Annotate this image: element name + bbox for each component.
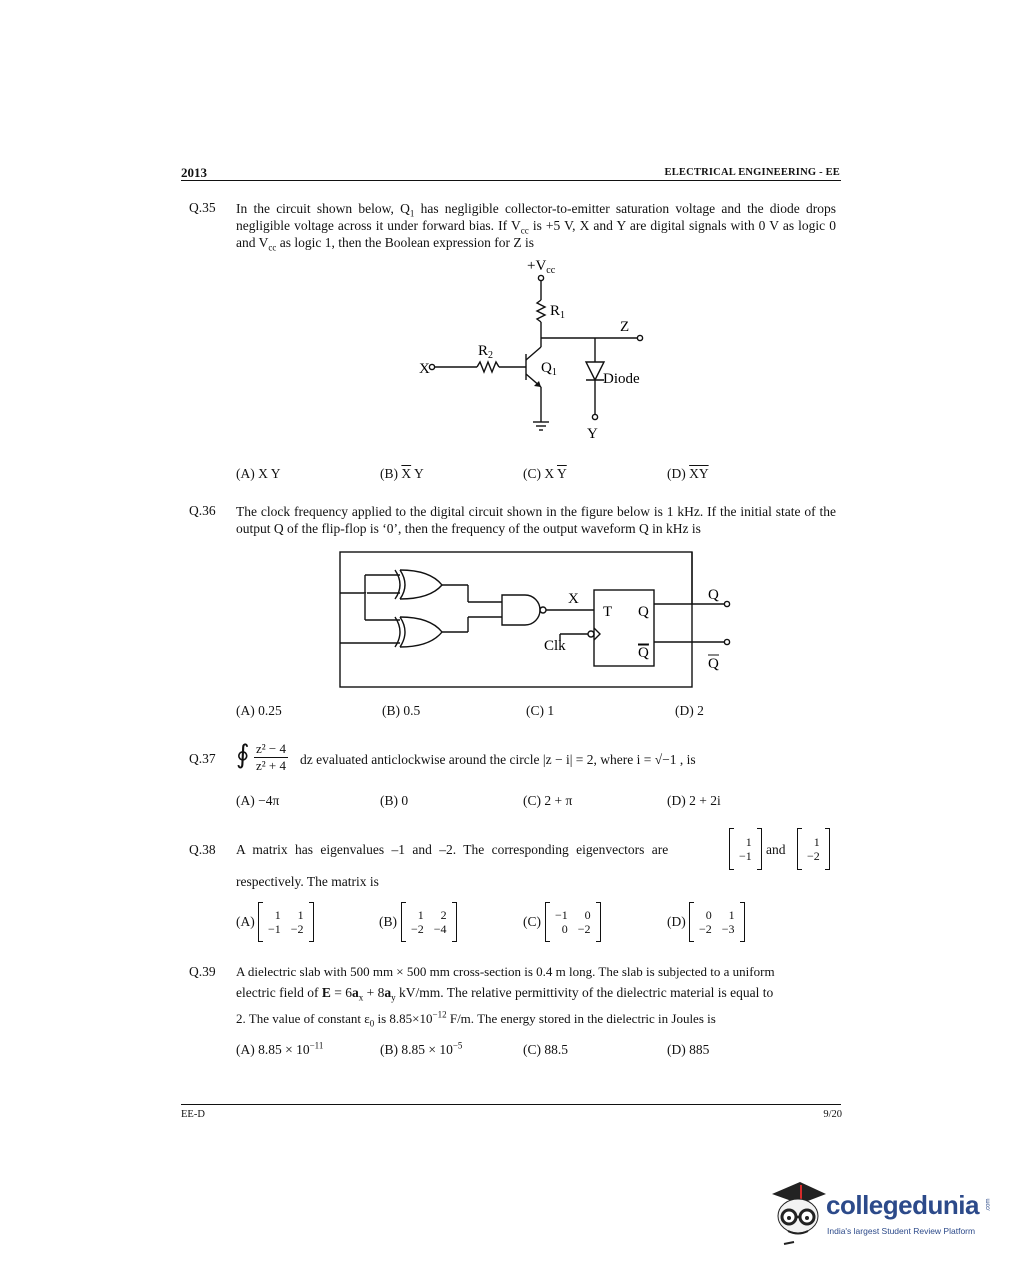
clk-label: Clk <box>544 638 566 654</box>
q35-option-d[interactable]: (D) $\overline{XY}$ <box>667 466 709 481</box>
q35-option-b[interactable]: (B) $\overline{X}$ Y <box>380 466 424 481</box>
r2-label: $R_2$ <box>478 343 494 361</box>
q37-option-a[interactable]: (A) −4π <box>236 793 280 808</box>
q37-option-b[interactable]: (B) 0 <box>380 793 409 808</box>
q1-label: $Q_1$ <box>541 360 557 378</box>
q37-option-d[interactable]: (D) 2 + 2i <box>667 793 721 808</box>
q38-option-b-matrix[interactable]: 1 2 −2 −4 <box>401 902 457 942</box>
q38-option-d-label[interactable]: (D) <box>667 914 686 929</box>
z-label: Z <box>620 319 630 335</box>
q38-option-d-matrix[interactable]: 0 1 −2 −3 <box>689 902 745 942</box>
year-label: 2013 <box>181 165 207 180</box>
q36-option-d[interactable]: (D) 2 <box>675 703 704 718</box>
q36-option-b[interactable]: (B) 0.5 <box>382 703 421 718</box>
q38-text-2: respectively. The matrix is <box>236 874 379 889</box>
footer-page-number: 9/20 <box>823 1109 842 1120</box>
q39-number: Q.39 <box>189 964 216 979</box>
eigenvector-1: 1 −1 <box>729 828 762 870</box>
q38-option-c-label[interactable]: (C) <box>523 914 541 929</box>
q37-numerator: z² − 4 <box>256 741 286 756</box>
diode-label: Diode <box>603 371 640 387</box>
q37-number: Q.37 <box>189 751 216 766</box>
q38-option-a-matrix[interactable]: 1 1 −1 −2 <box>258 902 314 942</box>
r1-label: $R_1$ <box>550 303 566 321</box>
qbar-output-label: Q <box>638 645 649 661</box>
q39-line-3: 2. The value of constant $\varepsilon_0$ is $8.85\times 10^{-12}$ F/m. The energy stored in the dielectric in Joules is <box>236 1009 716 1029</box>
q35-number: Q.35 <box>189 200 216 215</box>
footer-paper-code: EE-D <box>181 1109 205 1120</box>
q-output-label: Q <box>638 604 649 620</box>
q39-option-a[interactable]: (A) $8.85 \times 10^{-11}$ <box>236 1040 324 1057</box>
q39-line-2: electric field of $E = 6a_x + 8a_y$ kV/mm. The relative permittivity of the dielectric material is equal to <box>236 985 774 1003</box>
q38-option-a-label[interactable]: (A) <box>236 914 255 929</box>
q37-denominator: z² + 4 <box>256 758 286 773</box>
q35-option-a[interactable]: (A) X Y <box>236 466 281 481</box>
eigenvector-2: 1 −2 <box>797 828 830 870</box>
vcc-label: $+V_{cc}$ <box>527 258 556 276</box>
subject-title: ELECTRICAL ENGINEERING - EE <box>664 167 840 178</box>
mascot-icon <box>766 1176 828 1248</box>
q35-option-c[interactable]: (C) X $\overline{Y}$ <box>523 466 567 481</box>
out-q-label: Q <box>708 587 719 603</box>
t-input-label: T <box>603 604 613 620</box>
q39-option-c[interactable]: (C) 88.5 <box>523 1042 568 1057</box>
q36-number: Q.36 <box>189 503 216 518</box>
q38-option-b-label[interactable]: (B) <box>379 914 397 929</box>
q37-option-c[interactable]: (C) 2 + π <box>523 793 573 808</box>
q38-and: and <box>766 842 786 857</box>
out-qbar-label: Q <box>708 656 719 672</box>
q36-circuit-diagram <box>330 545 750 695</box>
logo-wordmark: collegedunia <box>826 1190 979 1220</box>
q35-text: In the circuit shown below, $Q_1$ has negligible collector-to-emitter saturation voltage and the diode drops negligible voltage across it under forward bias. If $V_{cc}$ is +5 V, X and Y are digital signals with 0 V as logic 0 and $V_{cc}$ as logic 1, then the Boolean expression for Z is <box>236 201 837 253</box>
x-node-label: X <box>568 591 579 607</box>
q38-option-c-matrix[interactable]: −1 0 0 −2 <box>545 902 601 942</box>
q35-circuit-diagram <box>410 250 690 450</box>
contour-integral-icon: ∮ <box>236 740 250 769</box>
q39-line-1: A dielectric slab with 500 mm × 500 mm cross-section is 0.4 m long. The slab is subjected to a uniform <box>236 964 775 979</box>
collegedunia-logo[interactable] <box>766 1176 996 1256</box>
q38-number: Q.38 <box>189 842 216 857</box>
q37-fraction <box>254 741 288 774</box>
q37-text: dz evaluated anticlockwise around the circle |z − i| = 2, where i = √−1 , is <box>300 752 696 767</box>
x-label: X <box>419 361 430 377</box>
y-label: Y <box>587 426 598 442</box>
q36-option-c[interactable]: (C) 1 <box>526 703 555 718</box>
q39-option-b[interactable]: (B) $8.85 \times 10^{-5}$ <box>380 1040 463 1057</box>
q36-text: The clock frequency applied to the digital circuit shown in the figure below is 1 kHz. If the initial state of the output Q of the flip-flop is ‘0’, then the frequency of the output waveform Q in kHz is <box>236 504 836 536</box>
footer-rule <box>181 1104 841 1105</box>
q36-option-a[interactable]: (A) 0.25 <box>236 703 282 718</box>
logo-tagline: India's largest Student Review Platform <box>827 1226 976 1236</box>
logo-com: .com <box>985 1198 992 1212</box>
q39-option-d[interactable]: (D) 885 <box>667 1042 710 1057</box>
header-rule <box>181 180 841 181</box>
q38-text: A matrix has eigenvalues –1 and –2. The corresponding eigenvectors are <box>236 842 669 857</box>
